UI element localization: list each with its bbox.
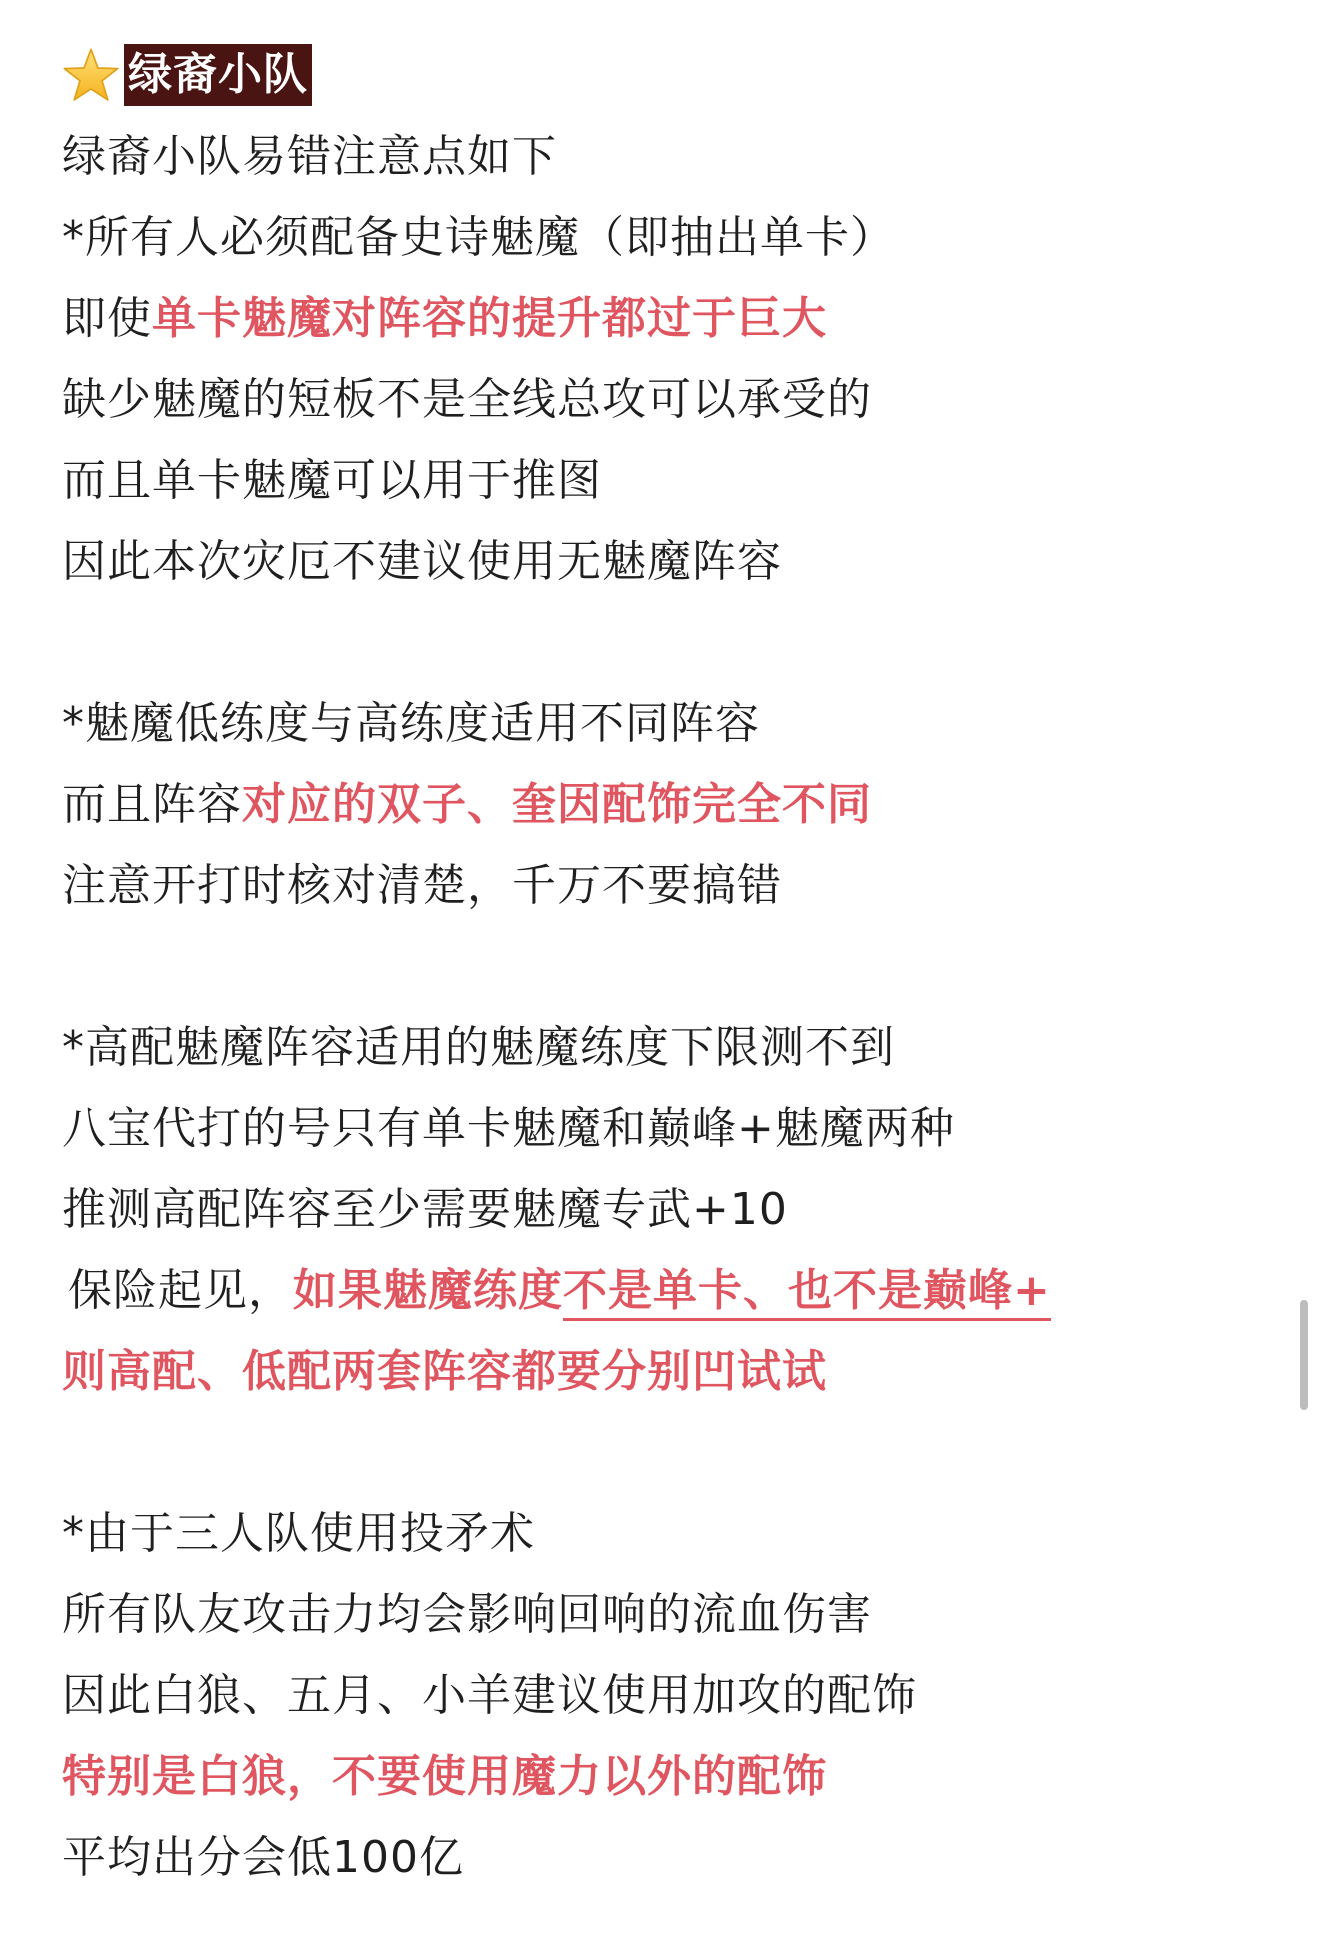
block4-line2: 所有队友攻击力均会影响回响的流血伤害 bbox=[62, 1589, 872, 1640]
block4-line1: *由于三人队使用投矛术 bbox=[62, 1508, 535, 1559]
block3-line5: 则高配、低配两套阵容都要分别凹试试 bbox=[62, 1346, 827, 1397]
section-title: 绿裔小队 bbox=[124, 44, 312, 106]
block2-line2-text: 而且阵容 bbox=[62, 779, 242, 830]
intro-line: 绿裔小队易错注意点如下 bbox=[62, 131, 557, 182]
block3-line3: 推测高配阵容至少需要魅魔专武+10 bbox=[62, 1184, 788, 1235]
section-header bbox=[62, 40, 1282, 110]
scrollbar-thumb[interactable] bbox=[1300, 1300, 1308, 1410]
block2-line2 bbox=[62, 764, 1282, 845]
block2-line2-highlight: 对应的双子、奎因配饰完全不同 bbox=[242, 779, 872, 830]
block3-line1: *高配魅魔阵容适用的魅魔练度下限测不到 bbox=[62, 1022, 895, 1073]
block3-line4 bbox=[62, 1250, 1282, 1331]
paragraph-gap bbox=[62, 602, 1282, 683]
document-body bbox=[62, 40, 1282, 1898]
block3-line4-highlight: 如果魅魔练度 bbox=[293, 1265, 563, 1316]
block3-line4-underlined: 不是单卡、也不是巅峰+ bbox=[563, 1265, 1051, 1321]
paragraph-gap bbox=[62, 926, 1282, 1007]
block4-line5: 平均出分会低100亿 bbox=[62, 1832, 464, 1883]
block1-line3: 缺少魅魔的短板不是全线总攻可以承受的 bbox=[62, 374, 872, 425]
block4-line3: 因此白狼、五月、小羊建议使用加攻的配饰 bbox=[62, 1670, 917, 1721]
block2-line1: *魅魔低练度与高练度适用不同阵容 bbox=[62, 698, 760, 749]
paragraph-gap bbox=[62, 1412, 1282, 1493]
block2-line3: 注意开打时核对清楚，千万不要搞错 bbox=[62, 860, 782, 911]
block1-line2-highlight: 单卡魅魔对阵容的提升都过于巨大 bbox=[152, 293, 827, 344]
block1-line4: 而且单卡魅魔可以用于推图 bbox=[62, 455, 602, 506]
block1-line1: *所有人必须配备史诗魅魔（即抽出单卡） bbox=[62, 212, 895, 263]
block3-line4-text: 保险起见， bbox=[68, 1265, 293, 1316]
block1-line5: 因此本次灾厄不建议使用无魅魔阵容 bbox=[62, 536, 782, 587]
block1-line2 bbox=[62, 278, 1282, 359]
block1-line2-text: 即使 bbox=[62, 293, 152, 344]
block4-line4: 特别是白狼，不要使用魔力以外的配饰 bbox=[62, 1751, 827, 1802]
star-icon bbox=[62, 46, 120, 104]
block3-line2: 八宝代打的号只有单卡魅魔和巅峰+魅魔两种 bbox=[62, 1103, 955, 1154]
